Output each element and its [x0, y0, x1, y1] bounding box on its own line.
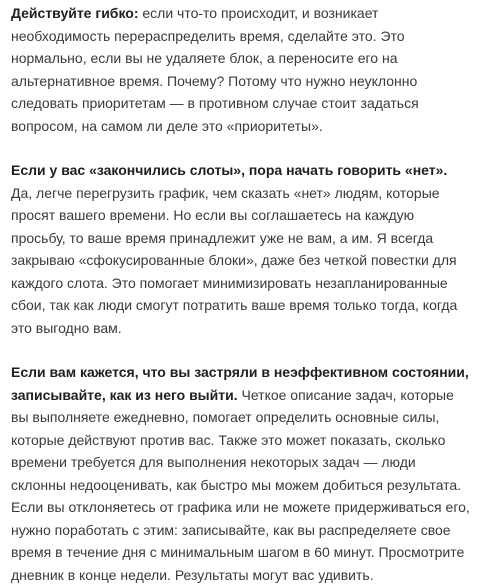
- paragraph-text: если что-то происходит, и возникает необходимость перераспределить время, сделайте это. Это нормально, если вы не удаляете блок, а переносите его на альтернативное время. Почему? Потому что нужно неуклонно следовать приоритетам — в противном случае стоит задаться вопросом, на самом ли деле это «приоритеты».: [11, 5, 419, 134]
- paragraph-lead: Если вам кажется, что вы застряли в неэффективном состоянии, записывайте, как из него выйти.: [11, 364, 469, 403]
- paragraph-lead: Действуйте гибко:: [11, 5, 139, 21]
- paragraph-flexibility: [11, 2, 472, 137]
- paragraph-lead: Если у вас «закончились слоты», пора начать говорить «нет».: [11, 162, 448, 178]
- paragraph-saying-no: [11, 159, 472, 339]
- paragraph-write-it-down: [11, 361, 472, 586]
- paragraph-text: Да, легче перегрузить график, чем сказать «нет» людям, которые просят вашего времени. Но если вы соглашаетесь на каждую просьбу, то ваше время принадлежит уже не вам, а им. Я всегда закрываю «сфокусированные блоки», даже без четкой повестки для каждого слота. Это помогает минимизировать незапланированные сбои, так как люди смогут потратить ваше время только тогда, когда это выгодно вам.: [11, 184, 458, 336]
- paragraph-text: Четкое описание задач, которые вы выполняете ежедневно, помогает определить основные силы, которые действуют против вас. Также это может показать, сколько времени требуется для выполнения некоторых задач — люди склонны недооценивать, как быстро мы можем добиться результата. Если вы отклоняетесь от графика или не можете придерживаться его, нужно поработать с этим: записывайте, как вы распределяете свое время в течение дня с минимальным шагом в 60 минут. Просмотрите дневник в конце недели. Результаты могут вас удивить.: [11, 386, 470, 583]
